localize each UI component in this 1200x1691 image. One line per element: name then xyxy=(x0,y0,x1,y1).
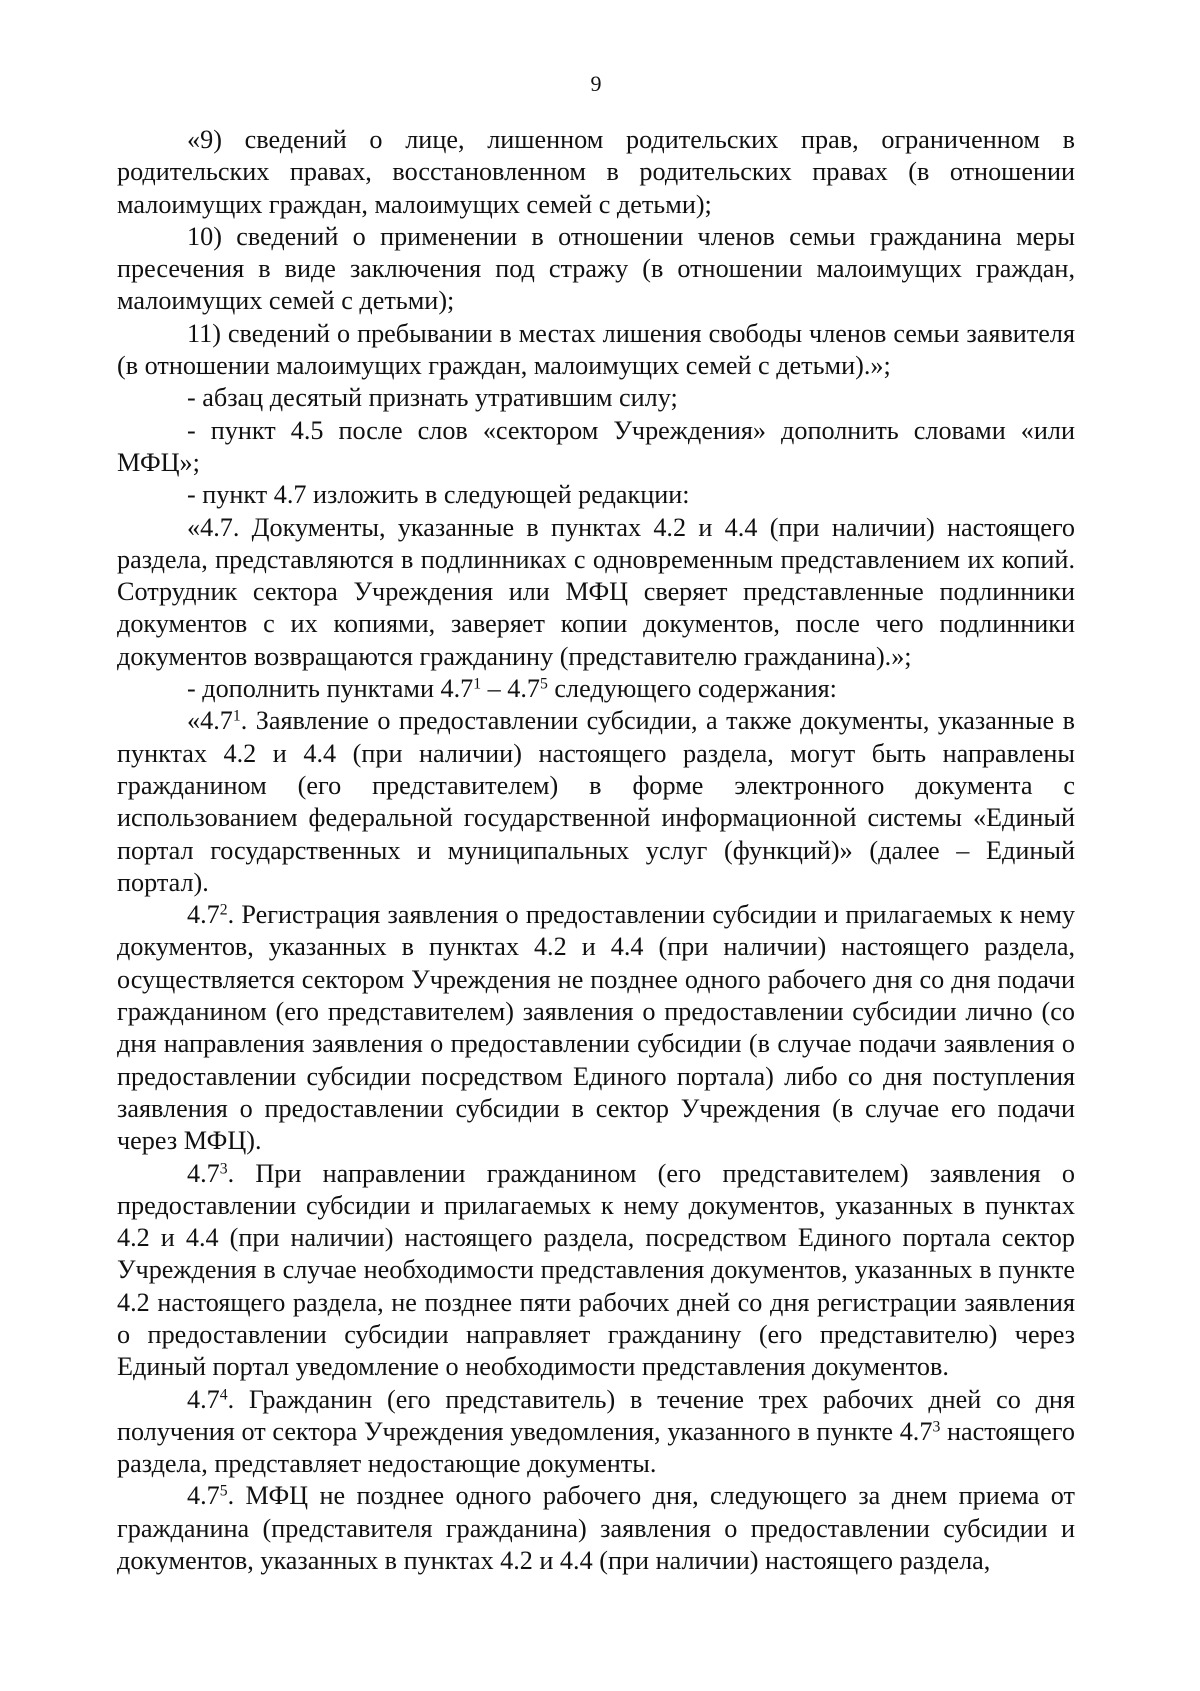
paragraph-add-points-mid: – 4.7 xyxy=(481,674,541,704)
paragraph-punkt-4-7-4 xyxy=(117,1384,1075,1481)
point-text: . Регистрация заявления о предоставлении субсидии и прилагаемых к нему документов, указанных в пунктах 4.2 и 4.4 (при наличии) настоящего раздела, осуществляется сектором Учреждения не позднее одного рабочего дня со дня подачи гражданином (его представителем) заявления о предоставлении субсидии лично (со дня направления заявления о предоставлении субсидии (в случае подачи заявления о предоставлении субсидии посредством Единого портала) либо со дня поступления заявления о предоставлении субсидии в сектор Учреждения (в случае его подачи через МФЦ). xyxy=(117,900,1075,1156)
paragraph-punkt-4-5: - пункт 4.5 после слов «сектором Учреждения» дополнить словами «или МФЦ»; xyxy=(117,415,1075,477)
paragraph-punkt-4-7-1 xyxy=(117,705,1075,899)
paragraph-punkt-4-7: «4.7. Документы, указанные в пунктах 4.2 и 4.4 (при наличии) настоящего раздела, представляются в подлинниках с одновременным представлением их копий. Сотрудник сектора Учреждения или МФЦ сверяет представленные подлинники документов с их копиями, заверяет копии документов, после чего подлинники документов возвращаются гражданину (представителю гражданина).»; xyxy=(117,512,1075,671)
paragraph-item-9: «9) сведений о лице, лишенном родительских прав, ограниченном в родительских правах, восстановленном в родительских правах (в отношении малоимущих граждан, малоимущих семей с детьми); xyxy=(117,125,1075,219)
superscript: 1 xyxy=(473,675,482,693)
superscript: 3 xyxy=(219,1159,228,1177)
paragraph-item-10: 10) сведений о применении в отношении членов семьи гражданина меры пресечения в виде заключения под стражу (в отношении малоимущих граждан, малоимущих семей с детьми); xyxy=(117,221,1075,316)
superscript: 1 xyxy=(232,707,241,725)
superscript: 5 xyxy=(540,675,548,693)
paragraph-add-points-prefix: - дополнить пунктами 4.7 xyxy=(187,674,474,704)
point-text: . Заявление о предоставлении субсидии, а также документы, указанные в пунктах 4.2 и 4.4 (при наличии) настоящего раздела, могут быть направлены гражданином (его представителем) в форме электронного документа с использованием федеральной государственной информационной системы «Единый портал государственных и муниципальных услуг (функций)» (далее – Единый портал). xyxy=(117,706,1075,897)
point-number: 4.7 xyxy=(187,1481,220,1511)
paragraph-punkt-4-7-3 xyxy=(117,1158,1075,1384)
point-number: 4.7 xyxy=(187,900,220,930)
paragraph-item-11: 11) сведений о пребывании в местах лишения свободы членов семьи заявителя (в отношении малоимущих граждан, малоимущих семей с детьми).»; xyxy=(117,318,1075,381)
superscript: 2 xyxy=(219,901,228,919)
paragraph-punkt-4-7-2 xyxy=(117,899,1075,1157)
superscript: 4 xyxy=(219,1385,228,1403)
page-number: 9 xyxy=(590,71,602,96)
superscript: 3 xyxy=(932,1418,941,1436)
superscript: 5 xyxy=(219,1482,228,1500)
document-body xyxy=(117,124,1075,1577)
paragraph-punkt-4-7-intro: - пункт 4.7 изложить в следующей редакции: xyxy=(187,480,690,510)
point-text-end: настоящего раздела, представляет недостающие документы. xyxy=(117,1416,1075,1479)
point-number: «4.7 xyxy=(187,706,233,736)
paragraph-punkt-4-7-5 xyxy=(117,1480,1075,1577)
paragraph-add-points xyxy=(117,673,1075,705)
paragraph-add-points-suffix: следующего содержания: xyxy=(547,674,837,704)
point-number: 4.7 xyxy=(187,1384,220,1414)
point-text: . МФЦ не позднее одного рабочего дня, следующего за днем приема от гражданина (представителя гражданина) заявления о предоставлении субсидии и документов, указанных в пунктах 4.2 и 4.4 (при наличии) настоящего раздела, xyxy=(117,1481,1075,1576)
point-text: . Гражданин (его представитель) в течение трех рабочих дней со дня получения от сектора Учреждения уведомления, указанного в пункте 4.7 xyxy=(117,1384,1075,1446)
paragraph-abzac-10: - абзац десятый признать утратившим силу; xyxy=(187,383,678,413)
point-number: 4.7 xyxy=(187,1158,220,1188)
point-text: . При направлении гражданином (его представителем) заявления о предоставлении субсидии и прилагаемых к нему документов, указанных в пунктах 4.2 и 4.4 (при наличии) настоящего раздела, посредством Единого портала сектор Учреждения в случае необходимости представления документов, указанных в пункте 4.2 настоящего раздела, не позднее пяти рабочих дней со дня регистрации заявления о предоставлении субсидии направляет гражданину (его представителю) через Единый портал уведомление о необходимости представления документов. xyxy=(117,1158,1075,1382)
